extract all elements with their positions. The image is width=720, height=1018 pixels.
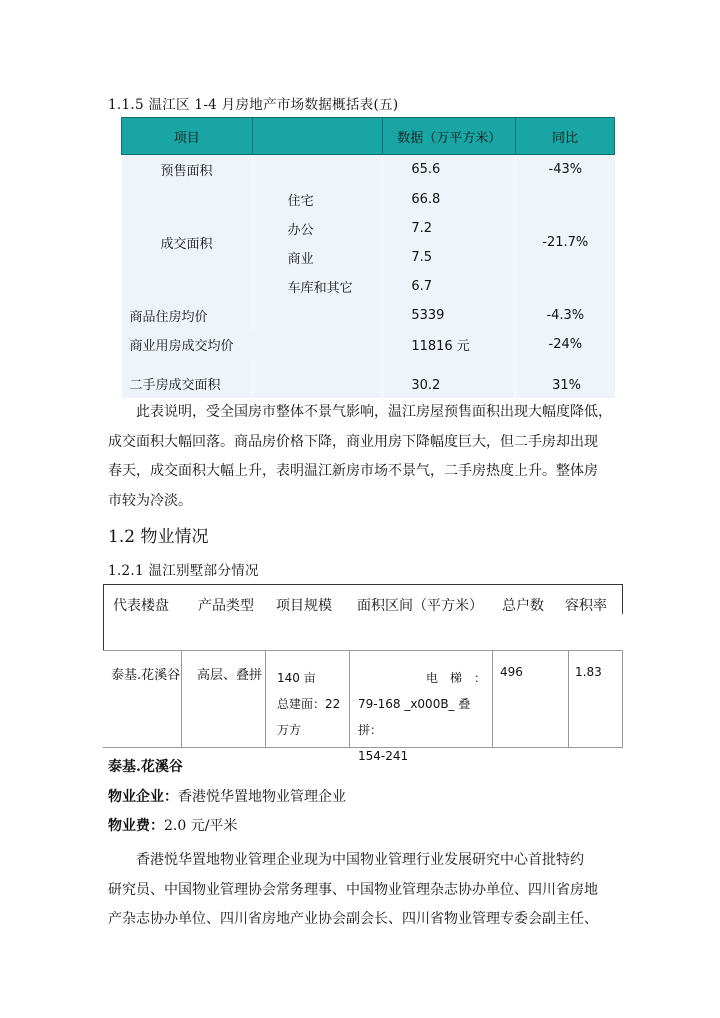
- presale-yoy: -43%: [516, 155, 615, 185]
- paragraph-line: 此表说明，受全国房市整体不景气影响，温江房屋预售面积出现大幅度降低，: [136, 404, 612, 420]
- deal-label: 成交面积: [122, 185, 253, 301]
- paragraph-line: 成交面积大幅回落。商品房价格下降，商业用房下降幅度巨大，但二手房却出现: [108, 433, 598, 450]
- deal-sub-value: 6.7: [383, 272, 516, 301]
- paragraph-line: 产杂志协办单位、四川省房地产业协会副会长、四川省物业管理专委会副主任、: [108, 911, 598, 927]
- company-line: [108, 786, 346, 806]
- far-value: 1.83: [575, 665, 602, 679]
- company-value: 香港悦华置地物业管理企业: [178, 789, 346, 805]
- market-data-table: [121, 117, 615, 398]
- residential-price-value: 5339: [383, 301, 516, 330]
- presale-value: 65.6: [383, 155, 516, 185]
- table-row-secondhand: [122, 359, 615, 398]
- header-far: 容积率: [565, 598, 607, 614]
- table-row-commercial-price: [122, 330, 615, 359]
- deal-sub-value: 7.2: [383, 214, 516, 243]
- property-name: 泰基.花溪谷: [108, 759, 183, 775]
- commercial-price-label: 商业用房成交均价: [122, 330, 383, 359]
- deal-sub-label: 办公: [252, 214, 383, 243]
- section-title-12: 1.2 物业情况: [108, 527, 209, 547]
- analysis-paragraph: [108, 398, 618, 516]
- header-type: 产品类型: [198, 598, 254, 614]
- commercial-price-value: 11816 元: [383, 330, 516, 359]
- deal-sub-label: 车库和其它: [252, 272, 383, 301]
- households-value: 496: [500, 665, 523, 679]
- section-title-115: 1.1.5 温江区 1-4 月房地产市场数据概括表(五): [108, 97, 399, 113]
- header-yoy: 同比: [516, 118, 615, 155]
- project-name: 泰基.花溪谷: [111, 668, 181, 683]
- secondhand-label: 二手房成交面积: [122, 359, 253, 398]
- paragraph-line: 春天，成交面积大幅上升，表明温江新房市场不景气，二手房热度上升。整体房: [108, 463, 598, 479]
- secondhand-value: 30.2: [383, 359, 516, 398]
- fee-label: 物业费：: [108, 818, 164, 834]
- header-data: 数据（万平方米）: [383, 118, 516, 155]
- table-row-presale: [122, 155, 615, 185]
- table-row-residential-price: [122, 301, 615, 330]
- residential-price-label: 商品住房均价: [122, 301, 253, 330]
- deal-sub-value: 7.5: [383, 243, 516, 272]
- deal-sub-label: 住宅: [252, 185, 383, 214]
- paragraph-line: 市较为冷淡。: [108, 492, 192, 509]
- deal-yoy: -21.7%: [516, 185, 615, 301]
- header-item: 项目: [122, 118, 253, 155]
- project-scale: 140 亩 总建面：22 万方: [277, 671, 341, 737]
- fee-value: 2.0 元/平米: [164, 818, 238, 834]
- header-scale: 项目规模: [276, 598, 332, 614]
- deal-sub-label: 商业: [252, 243, 383, 272]
- presale-label: 预售面积: [122, 155, 253, 185]
- area-range: 电 梯 ： 79-168 _x000B_ 叠拼： 154-241: [358, 671, 486, 763]
- header-project: 代表楼盘: [113, 598, 169, 614]
- fee-line: [108, 815, 237, 835]
- table-row-deal-residential: [122, 185, 615, 214]
- deal-sub-value: 66.8: [383, 185, 516, 214]
- header-blank: [252, 118, 383, 155]
- section-title-121: 1.2.1 温江别墅部分情况: [108, 563, 259, 579]
- header-households: 总户数: [502, 598, 544, 614]
- table-header-row: [122, 118, 615, 155]
- product-type: 高层、叠拼: [197, 668, 263, 683]
- paragraph-line: 研究员、中国物业管理协会常务理事、中国物业管理杂志协办单位、四川省房地: [108, 881, 598, 898]
- paragraph-line: 香港悦华置地物业管理企业现为中国物业管理行业发展研究中心首批特约: [136, 852, 584, 868]
- header-area: 面积区间（平方米）: [357, 598, 483, 614]
- company-label: 物业企业：: [108, 789, 178, 805]
- residential-price-yoy: -4.3%: [516, 301, 615, 330]
- secondhand-yoy: 31%: [516, 359, 615, 398]
- company-paragraph: [108, 846, 620, 935]
- commercial-price-yoy: -24%: [516, 330, 615, 359]
